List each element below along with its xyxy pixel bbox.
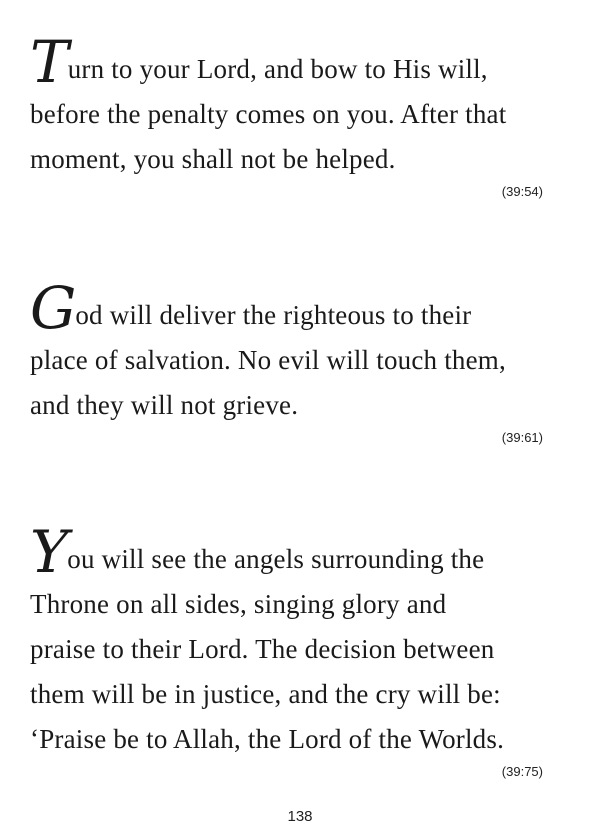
verse-reference: (39:75) bbox=[501, 764, 543, 779]
verse-line: before the penalty comes on you. After that bbox=[30, 99, 507, 129]
verse-block bbox=[30, 518, 575, 779]
verse-line: Throne on all sides, singing glory and bbox=[30, 589, 447, 619]
drop-cap: T bbox=[30, 28, 67, 96]
verse-line: them will be in justice, and the cry will be: bbox=[30, 679, 501, 709]
verse-line: praise to their Lord. The decision between bbox=[30, 634, 495, 664]
verse-text bbox=[30, 274, 575, 428]
drop-cap: Y bbox=[30, 518, 67, 586]
verse-block bbox=[30, 28, 575, 199]
verse-text bbox=[30, 518, 575, 762]
verse-line-text: od will deliver the righteous to their bbox=[75, 300, 472, 330]
verse-line-text: urn to your Lord, and bow to His will, bbox=[67, 54, 488, 84]
verse-block bbox=[30, 274, 575, 445]
verse-line bbox=[30, 274, 575, 342]
verse-text bbox=[30, 28, 575, 182]
page-number: 138 bbox=[287, 808, 313, 825]
verse-line: ‘Praise be to Allah, the Lord of the Worlds. bbox=[30, 724, 505, 754]
verse-line bbox=[30, 28, 575, 96]
verse-line: moment, you shall not be helped. bbox=[30, 144, 396, 174]
verse-line-text: ou will see the angels surrounding the bbox=[67, 544, 485, 574]
verse-line: and they will not grieve. bbox=[30, 390, 299, 420]
verse-line bbox=[30, 518, 575, 586]
verse-line: place of salvation. No evil will touch them, bbox=[30, 345, 506, 375]
drop-cap: G bbox=[30, 274, 75, 342]
verse-reference: (39:61) bbox=[501, 430, 543, 445]
verse-reference: (39:54) bbox=[501, 184, 543, 199]
